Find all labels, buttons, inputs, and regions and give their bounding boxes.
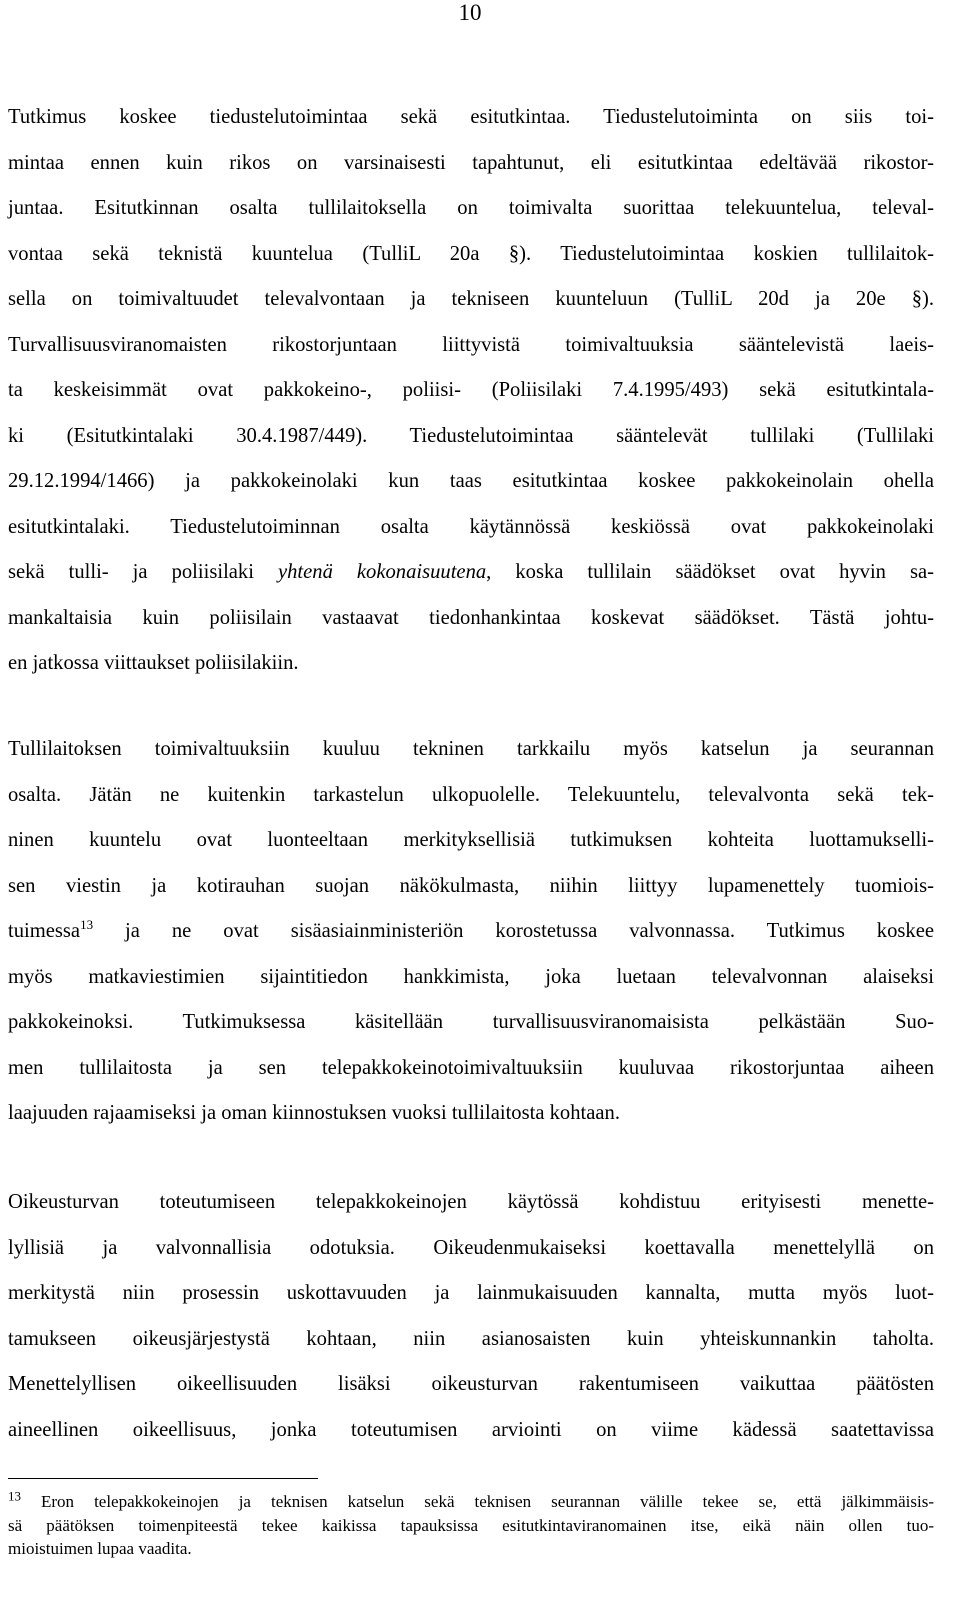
text-segment: myös matkaviestimien sijaintitiedon hankkimista, joka luetaan televalvonnan alaiseksi (8, 965, 934, 988)
text-line (8, 773, 934, 819)
body-paragraph-2 (8, 727, 934, 1137)
text-line (8, 909, 934, 955)
text-segment: merkitystä niin prosessin uskottavuuden ja lainmukaisuuden kannalta, mutta myös luot- (8, 1282, 934, 1304)
footnote-marker: 13 (80, 917, 94, 933)
text-line (8, 550, 934, 596)
text-segment: Menettelyllisen oikeellisuuden lisäksi oikeusturvan rakentumiseen vaikuttaa päätösten (8, 1373, 934, 1395)
text-line (8, 141, 934, 187)
text-line (8, 1537, 934, 1561)
text-segment: ki (Esitutkintalaki 30.4.1987/449). Tiedustelutoimintaa sääntelevät tullilaki (Tullilaki (8, 424, 934, 447)
text-segment: ninen kuuntelu ovat luonteeltaan merkityksellisiä tutkimuksen kohteita luottamukselli- (8, 829, 934, 851)
text-segment: sekä tulli- ja poliisilaki (8, 561, 278, 583)
text-segment: tamukseen oikeusjärjestystä kohtaan, niin asianosaisten kuin yhteiskunnankin taholta. (8, 1327, 934, 1350)
text-segment: vontaa sekä teknistä kuuntelua (TulliL 20a §). Tiedustelutoimintaa koskien tullilaitok- (8, 242, 934, 265)
text-line (8, 864, 934, 910)
text-line (8, 727, 934, 773)
text-line (8, 1362, 934, 1408)
emphasized-text: yhtenä kokonaisuutena (277, 561, 487, 583)
text-line (8, 818, 934, 864)
text-segment: sella on toimivaltuudet televalvontaan ja tekniseen kuunteluun (TulliL 20d ja 20e §). (8, 288, 934, 310)
footnote-separator (8, 1478, 318, 1479)
text-line (8, 1091, 934, 1137)
text-segment: mioistuimen lupaa vaadita. (8, 1539, 192, 1558)
text-segment: , koska tullilain säädökset ovat hyvin sa- (486, 561, 935, 583)
text-segment: ja ne ovat sisäasiainministeriön korostetussa valvonnassa. Tutkimus koskee (93, 920, 934, 942)
text-segment: laajuuden rajaamiseksi ja oman kiinnostuksen vuoksi tullilaitosta kohtaan. (8, 1102, 620, 1124)
text-segment: mankaltaisia kuin poliisilain vastaavat tiedonhankintaa koskevat säädökset. Tästä johtu- (8, 606, 934, 629)
text-segment: pakkokeinoksi. Tutkimuksessa käsitellään turvallisuusviranomaisista pelkästään Suo- (8, 1011, 934, 1033)
text-line (8, 1271, 934, 1317)
text-line (8, 277, 934, 323)
text-segment: tuimessa (8, 920, 81, 942)
text-segment: ta keskeisimmät ovat pakkokeino-, poliisi- (Poliisilaki 7.4.1995/493) sekä esitutkintala- (8, 379, 934, 401)
text-line (8, 641, 934, 687)
text-segment: juntaa. Esitutkinnan osalta tullilaitoksella on toimivalta suorittaa telekuuntelua, televal- (8, 197, 934, 219)
text-segment: esitutkintalaki. Tiedustelutoiminnan osalta käytännössä keskiössä ovat pakkokeinolaki (8, 515, 934, 538)
text-line (8, 1490, 934, 1514)
text-line (8, 505, 934, 551)
text-line (8, 1317, 934, 1363)
body-paragraph-1 (8, 95, 934, 687)
text-segment: Eron telepakkokeinojen ja teknisen katselun sekä teknisen seurannan välille tekee se, että jälkimmäisis- (21, 1492, 934, 1511)
text-line (8, 955, 934, 1001)
text-segment: Tullilaitoksen toimivaltuuksiin kuuluu tekninen tarkkailu myös katselun ja seurannan (8, 738, 934, 760)
text-line (8, 1514, 934, 1538)
text-segment: en jatkossa viittaukset poliisilakiin. (8, 652, 299, 674)
text-line (8, 186, 934, 232)
text-segment: 29.12.1994/1466) ja pakkokeinolaki kun taas esitutkintaa koskee pakkokeinolain ohella (8, 470, 934, 492)
body-paragraph-3 (8, 1180, 934, 1453)
footnote-marker: 13 (8, 1488, 21, 1504)
text-line (8, 232, 934, 278)
text-line (8, 414, 934, 460)
text-line (8, 323, 934, 369)
footnote-13 (8, 1490, 934, 1561)
text-segment: sen viestin ja kotirauhan suojan näkökulmasta, niihin liittyy lupamenettely tuomiois- (8, 874, 934, 897)
text-segment: men tullilaitosta ja sen telepakkokeinotoimivaltuuksiin kuuluvaa rikostorjuntaa aiheen (8, 1056, 934, 1079)
page-number: 10 (458, 0, 482, 25)
text-segment: Turvallisuusviranomaisten rikostorjuntaan liittyvistä toimivaltuuksia sääntelevistä laeis- (8, 333, 934, 356)
text-line (8, 1180, 934, 1226)
text-line (8, 1000, 934, 1046)
text-segment: lyllisiä ja valvonnallisia odotuksia. Oikeudenmukaiseksi koettavalla menettelyllä on (8, 1236, 934, 1259)
text-segment: Oikeusturvan toteutumiseen telepakkokeinojen käytössä kohdistuu erityisesti menette- (8, 1191, 934, 1213)
text-line (8, 1046, 934, 1092)
text-segment: osalta. Jätän ne kuitenkin tarkastelun ulkopuolelle. Telekuuntelu, televalvonta sekä tek- (8, 783, 934, 806)
text-line (8, 95, 934, 141)
text-line (8, 596, 934, 642)
text-segment: Tutkimus koskee tiedustelutoimintaa sekä esitutkintaa. Tiedustelutoiminta on siis toi- (8, 106, 934, 128)
text-line (8, 459, 934, 505)
text-segment: mintaa ennen kuin rikos on varsinaisesti tapahtunut, eli esitutkintaa edeltävää rikostor- (8, 151, 934, 174)
text-line (8, 1226, 934, 1272)
text-line (8, 1408, 934, 1454)
text-segment: sä päätöksen toimenpiteestä tekee kaikissa tapauksissa esitutkintaviranomainen itse, eikä näin ollen tuo- (8, 1515, 934, 1535)
text-segment: aineellinen oikeellisuus, jonka toteutumisen arviointi on viime kädessä saatettavissa (8, 1418, 934, 1441)
text-line (8, 368, 934, 414)
